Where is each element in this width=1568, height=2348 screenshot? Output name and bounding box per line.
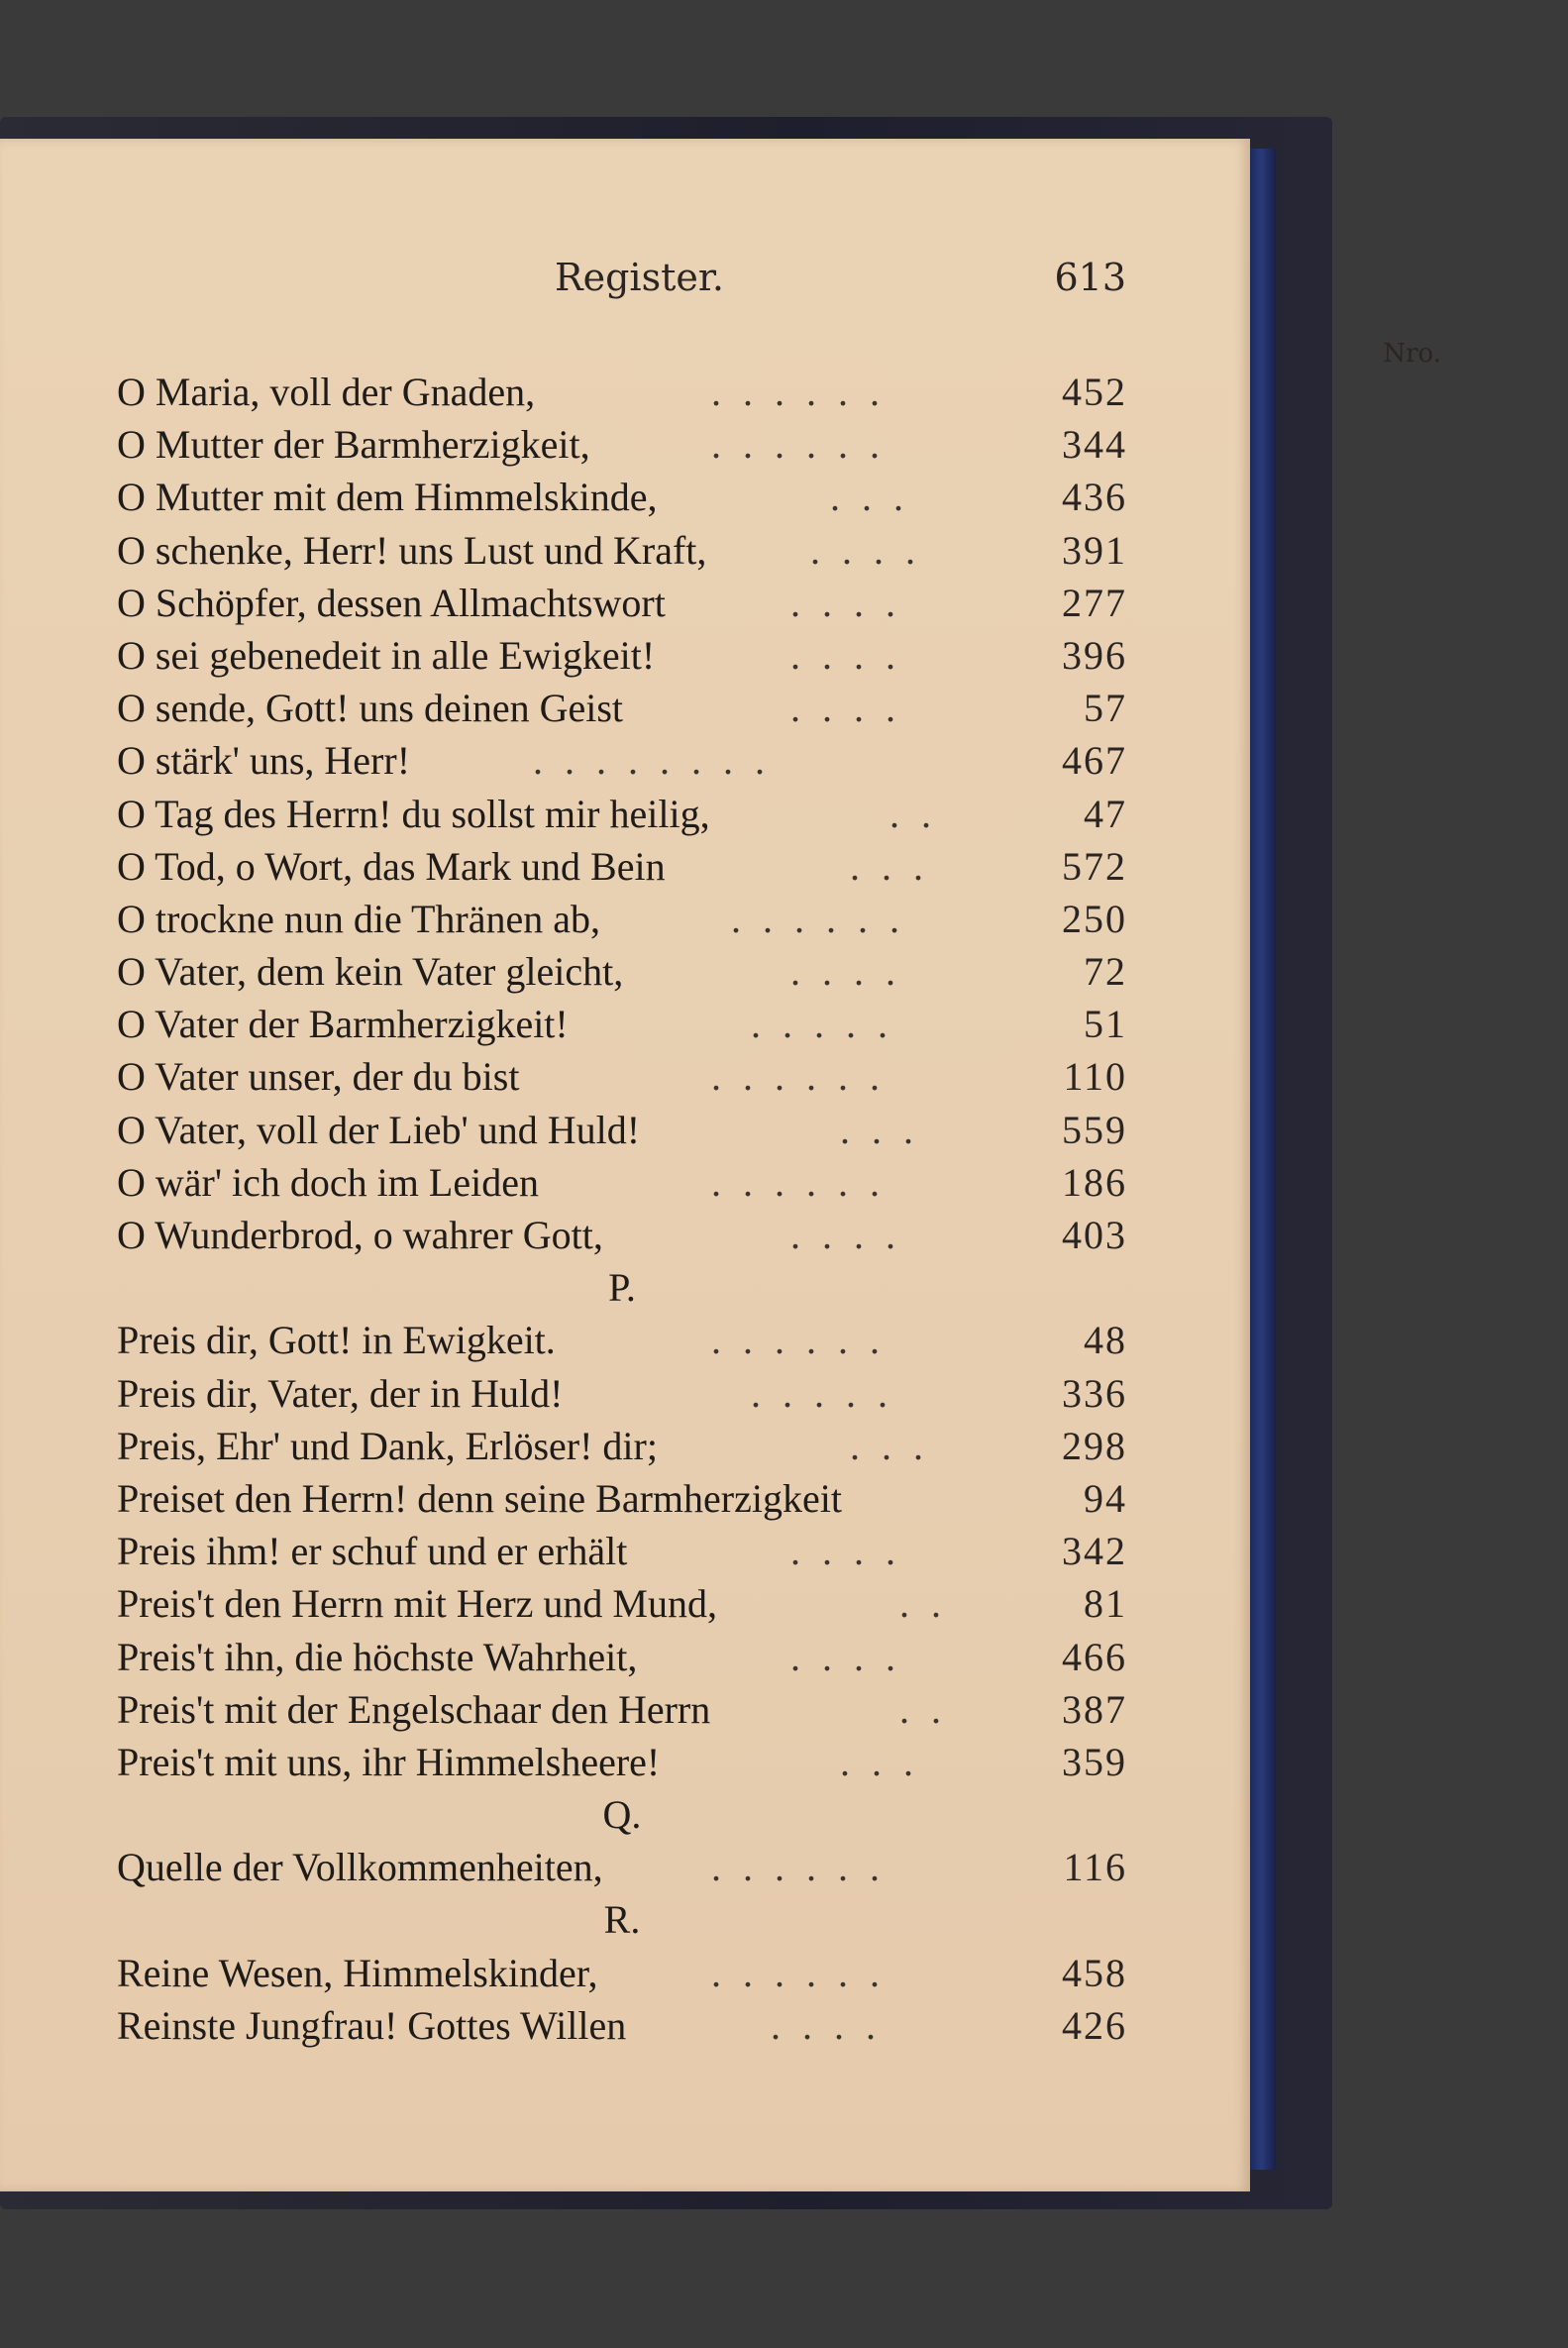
leader-dots: ..... (751, 1002, 909, 1047)
entry-title: O Mutter mit dem Himmelskinde, (117, 475, 658, 520)
entry-number: 47 (1084, 791, 1127, 836)
list-item (117, 1737, 1127, 1789)
entry-number: 186 (1062, 1159, 1127, 1205)
entry-number: 467 (1062, 738, 1127, 784)
section-letter-text: P. (608, 1265, 636, 1311)
leader-dots: .... (771, 2002, 897, 2048)
list-item (117, 1632, 1127, 1684)
entry-title: O Vater der Barmherzigkeit! (117, 1002, 569, 1047)
entry-title: O Wunderbrod, o wahrer Gott, (117, 1213, 603, 1257)
entry-title: Preis dir, Gott! in Ewigkeit. (117, 1318, 556, 1363)
section-letter (117, 1894, 1127, 1947)
entry-number: 336 (1062, 1370, 1127, 1416)
entry-title: Preis't mit der Engelschaar den Herrn (117, 1686, 711, 1732)
list-item (117, 1578, 1127, 1631)
leader-dots: ...... (711, 1054, 901, 1100)
entry-number: 436 (1062, 475, 1127, 520)
list-item (117, 1473, 1127, 1526)
entry-number: 116 (1063, 1845, 1127, 1890)
leader-dots: .... (790, 632, 917, 678)
leader-dots: .. (899, 1686, 963, 1732)
list-item (117, 999, 1127, 1051)
list-item (117, 789, 1127, 841)
register-list (117, 367, 1127, 2053)
leader-dots: .... (790, 580, 917, 625)
entry-title: O trockne nun die Thränen ab, (117, 896, 600, 941)
entry-title: O Schöpfer, dessen Allmachtswort (117, 580, 666, 625)
list-item (117, 946, 1127, 999)
leader-dots: ...... (731, 896, 921, 941)
entry-title: O Maria, voll der Gnaden, (117, 370, 536, 414)
list-item (117, 578, 1127, 630)
entry-title: O sei gebenedeit in alle Ewigkeit! (117, 632, 656, 678)
entry-title: Reinste Jungfrau! Gottes Willen (117, 2002, 627, 2048)
leader-dots: ...... (711, 370, 901, 414)
entry-title: O Tod, o Wort, das Mark und Bein (117, 843, 666, 889)
leader-dots: ..... (751, 1370, 909, 1416)
leader-dots: ... (850, 843, 945, 889)
entry-number: 403 (1062, 1213, 1127, 1257)
leader-dots: ...... (711, 422, 901, 468)
entry-number: 572 (1062, 843, 1127, 889)
entry-title: Preis't mit uns, ihr Himmelsheere! (117, 1739, 661, 1784)
entry-number: 359 (1062, 1739, 1127, 1784)
list-item (117, 1051, 1127, 1104)
list-item (117, 525, 1127, 578)
section-letter-text: R. (603, 1897, 641, 1943)
leader-dots: ... (840, 1107, 935, 1152)
list-item (117, 2000, 1127, 2053)
list-item (117, 630, 1127, 683)
list-item (117, 1842, 1127, 1894)
entry-title: Preis ihm! er schuf und er erhält (117, 1529, 628, 1574)
book-spine (1246, 149, 1276, 2170)
column-label: Nro. (1383, 339, 1441, 369)
entry-number: 94 (1084, 1475, 1127, 1521)
running-title: Register. (555, 256, 724, 299)
list-item (117, 735, 1127, 788)
entry-title: Preis't den Herrn mit Herz und Mund, (117, 1581, 717, 1627)
leader-dots: .. (899, 1581, 963, 1627)
entry-title: Reine Wesen, Himmelskinder, (117, 1950, 598, 1995)
entry-number: 250 (1062, 896, 1127, 941)
entry-title: O Tag des Herrn! du sollst mir heilig, (117, 791, 710, 836)
entry-title: Preiset den Herrn! denn seine Barmherzigkeit (117, 1475, 842, 1521)
page-header (0, 248, 1250, 307)
entry-number: 277 (1062, 580, 1127, 625)
entry-title: O stärk' uns, Herr! (117, 738, 411, 784)
entry-number: 342 (1062, 1529, 1127, 1574)
section-letter-text: Q. (602, 1792, 642, 1838)
list-item (117, 1315, 1127, 1367)
list-item (117, 472, 1127, 524)
leader-dots: ........ (533, 738, 786, 784)
entry-title: O sende, Gott! uns deinen Geist (117, 686, 624, 731)
leader-dots: .... (790, 1634, 917, 1679)
leader-dots: ... (840, 1739, 935, 1784)
list-item (117, 1526, 1127, 1578)
leader-dots: ...... (711, 1845, 901, 1890)
list-item (117, 1157, 1127, 1210)
entry-title: O schenke, Herr! uns Lust und Kraft, (117, 527, 707, 573)
leader-dots: .... (790, 686, 917, 731)
entry-title: O Vater unser, der du bist (117, 1054, 520, 1100)
list-item (117, 1368, 1127, 1421)
leader-dots: .. (889, 791, 953, 836)
leader-dots: ...... (711, 1950, 901, 1995)
entry-number: 391 (1062, 527, 1127, 573)
entry-title: Quelle der Vollkommenheiten, (117, 1845, 603, 1890)
list-item (117, 1948, 1127, 2000)
entry-number: 396 (1062, 632, 1127, 678)
section-letter (117, 1789, 1127, 1842)
entry-number: 458 (1062, 1950, 1127, 1995)
page-number: 613 (1054, 256, 1126, 299)
entry-number: 387 (1062, 1686, 1127, 1732)
list-item (117, 841, 1127, 894)
leader-dots: .... (790, 1213, 917, 1257)
entry-title: O Vater, dem kein Vater gleicht, (117, 949, 624, 995)
entry-number: 298 (1062, 1423, 1127, 1468)
leader-dots: .... (790, 1529, 917, 1574)
leader-dots: ...... (711, 1318, 901, 1363)
entry-number: 452 (1062, 370, 1127, 414)
entry-title: Preis dir, Vater, der in Huld! (117, 1370, 564, 1416)
list-item (117, 1210, 1127, 1262)
entry-number: 72 (1084, 949, 1127, 995)
leader-dots: .... (790, 949, 917, 995)
list-item (117, 894, 1127, 946)
list-item (117, 419, 1127, 472)
entry-title: O Vater, voll der Lieb' und Huld! (117, 1107, 641, 1152)
entry-title: O Mutter der Barmherzigkeit, (117, 422, 590, 468)
entry-number: 344 (1062, 422, 1127, 468)
entry-number: 81 (1084, 1581, 1127, 1627)
entry-number: 48 (1084, 1318, 1127, 1363)
leader-dots: ... (830, 475, 925, 520)
leader-dots: .... (810, 527, 937, 573)
leader-dots: ...... (711, 1159, 901, 1205)
list-item (117, 1684, 1127, 1737)
section-letter (117, 1262, 1127, 1315)
entry-number: 426 (1062, 2002, 1127, 2048)
entry-title: Preis, Ehr' und Dank, Erlöser! dir; (117, 1423, 658, 1468)
entry-number: 51 (1084, 1002, 1127, 1047)
list-item (117, 367, 1127, 419)
entry-number: 110 (1063, 1054, 1127, 1100)
list-item (117, 1421, 1127, 1473)
entry-number: 559 (1062, 1107, 1127, 1152)
leader-dots: ... (850, 1423, 945, 1468)
entry-title: Preis't ihn, die höchste Wahrheit, (117, 1634, 638, 1679)
entry-title: O wär' ich doch im Leiden (117, 1159, 539, 1205)
list-item (117, 683, 1127, 735)
entry-number: 57 (1084, 686, 1127, 731)
entry-number: 466 (1062, 1634, 1127, 1679)
list-item (117, 1105, 1127, 1157)
